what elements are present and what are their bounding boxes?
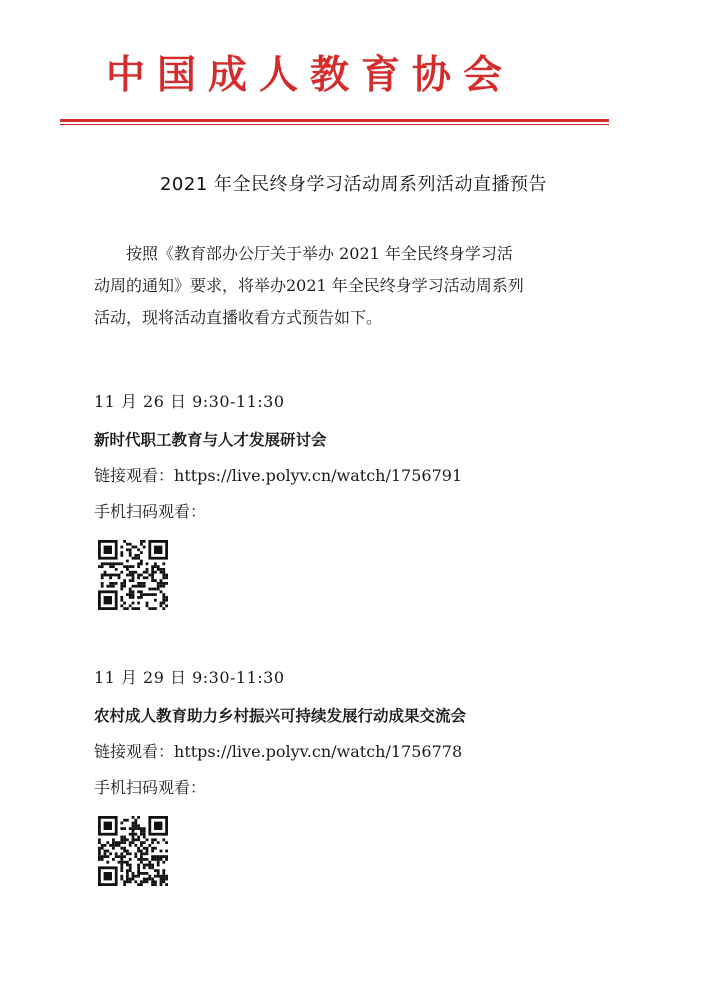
session-date-time: 11 月 29 日 9:30-11:30 (94, 668, 285, 687)
letterhead-rule-thick (60, 119, 609, 122)
intro-paragraph (94, 238, 594, 334)
qr-code-icon (98, 540, 168, 610)
link-label: 链接观看： (94, 466, 175, 485)
live-link[interactable]: https://live.polyv.cn/watch/1756778 (174, 742, 463, 761)
intro-line: 动周的通知》要求，将举办2021 年全民终身学习活动周系列 (94, 276, 524, 295)
scan-label: 手机扫码观看： (94, 502, 207, 521)
document-title: 2021 年全民终身学习活动周系列活动直播预告 (159, 174, 548, 195)
intro-line: 活动，现将活动直播收看方式预告如下。 (94, 308, 383, 327)
scan-label: 手机扫码观看： (94, 778, 207, 797)
session-2 (94, 668, 614, 886)
intro-line: 按照《教育部办公厅关于举办 2021 年全民终身学习活 (126, 244, 513, 263)
session-link-line (94, 466, 614, 486)
session-name: 新时代职工教育与人才发展研讨会 (94, 431, 327, 449)
session-name: 农村成人教育助力乡村振兴可持续发展行动成果交流会 (94, 707, 467, 725)
session-link-line (94, 742, 614, 762)
qr-code-icon (98, 816, 168, 886)
session-date-time: 11 月 26 日 9:30-11:30 (94, 392, 285, 411)
live-link[interactable]: https://live.polyv.cn/watch/1756791 (174, 466, 463, 485)
session-1 (94, 392, 614, 610)
letterhead-rule-thin (60, 124, 609, 125)
letterhead-org-name: 中国成人教育协会 (106, 52, 515, 98)
link-label: 链接观看： (94, 742, 175, 761)
